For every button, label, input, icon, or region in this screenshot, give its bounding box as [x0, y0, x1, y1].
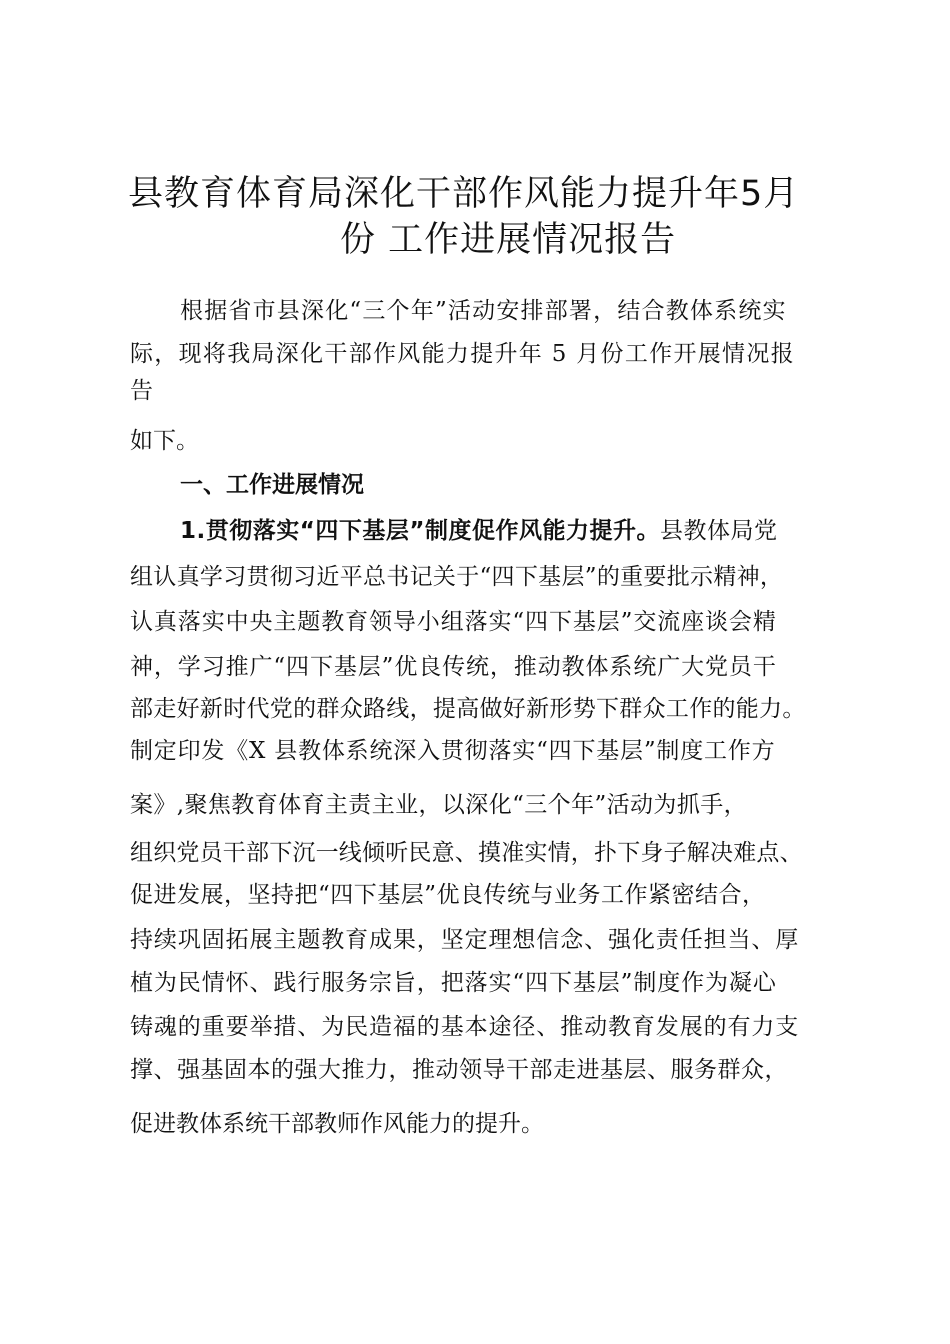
paragraph-line: 组认真学习贯彻习近平总书记关于“四下基层”的重要批示精神， [130, 564, 784, 590]
document-title-line-2: 份 工作进展情况报告 [340, 220, 677, 260]
section-heading: 一、工作进展情况 [180, 472, 364, 498]
paragraph-line: 组织党员干部下沉一线倾听民意、摸准实情，扑下身子解决难点、 [130, 840, 803, 866]
paragraph-line: 案》,聚焦教育体育主责主业，以深化“三个年”活动为抓手， [130, 792, 748, 818]
paragraph-line: 铸魂的重要举措、为民造福的基本途径、推动教育发展的有力支 [130, 1014, 800, 1040]
paragraph-line: 促进发展，坚持把“四下基层”优良传统与业务工作紧密结合， [130, 882, 766, 908]
paragraph-line: 撑、强基固本的强大推力，推动领导干部走进基层、服务群众， [130, 1057, 788, 1083]
paragraph-line: 持续巩固拓展主题教育成果，坚定理想信念、强化责任担当、厚 [130, 927, 800, 953]
intro-line-2: 际，现将我局深化干部作风能力提升年 5 月份工作开展情况报 [130, 341, 795, 367]
item-1-first-rest: 县教体局党 [659, 518, 778, 544]
intro-line-1: 根据省市县深化“三个年”活动安排部署，结合教体系统实 [180, 298, 787, 324]
paragraph-line: 部走好新时代党的群众路线，提高做好新形势下群众工作的能力。 [130, 696, 806, 722]
paragraph-line: 制定印发《X 县教体系统深入贯彻落实“四下基层”制度工作方 [130, 738, 776, 764]
paragraph-line: 促进教体系统干部教师作风能力的提升。 [130, 1111, 544, 1137]
paragraph-line: 神，学习推广“四下基层”优良传统，推动教体系统广大党员干 [130, 654, 777, 680]
paragraph-line: 植为民情怀、践行服务宗旨，把落实“四下基层”制度作为凝心 [130, 970, 777, 996]
paragraph-line: 认真落实中央主题教育领导小组落实“四下基层”交流座谈会精 [130, 609, 777, 635]
intro-line-4: 如下。 [130, 428, 199, 454]
intro-line-3: 告 [130, 378, 153, 404]
item-1-first-line [180, 516, 777, 546]
document-title-line-1: 县教育体育局深化干部作风能力提升年5月 [128, 174, 800, 214]
item-1-lead: 1.贯彻落实“四下基层”制度促作风能力提升。 [180, 518, 660, 544]
